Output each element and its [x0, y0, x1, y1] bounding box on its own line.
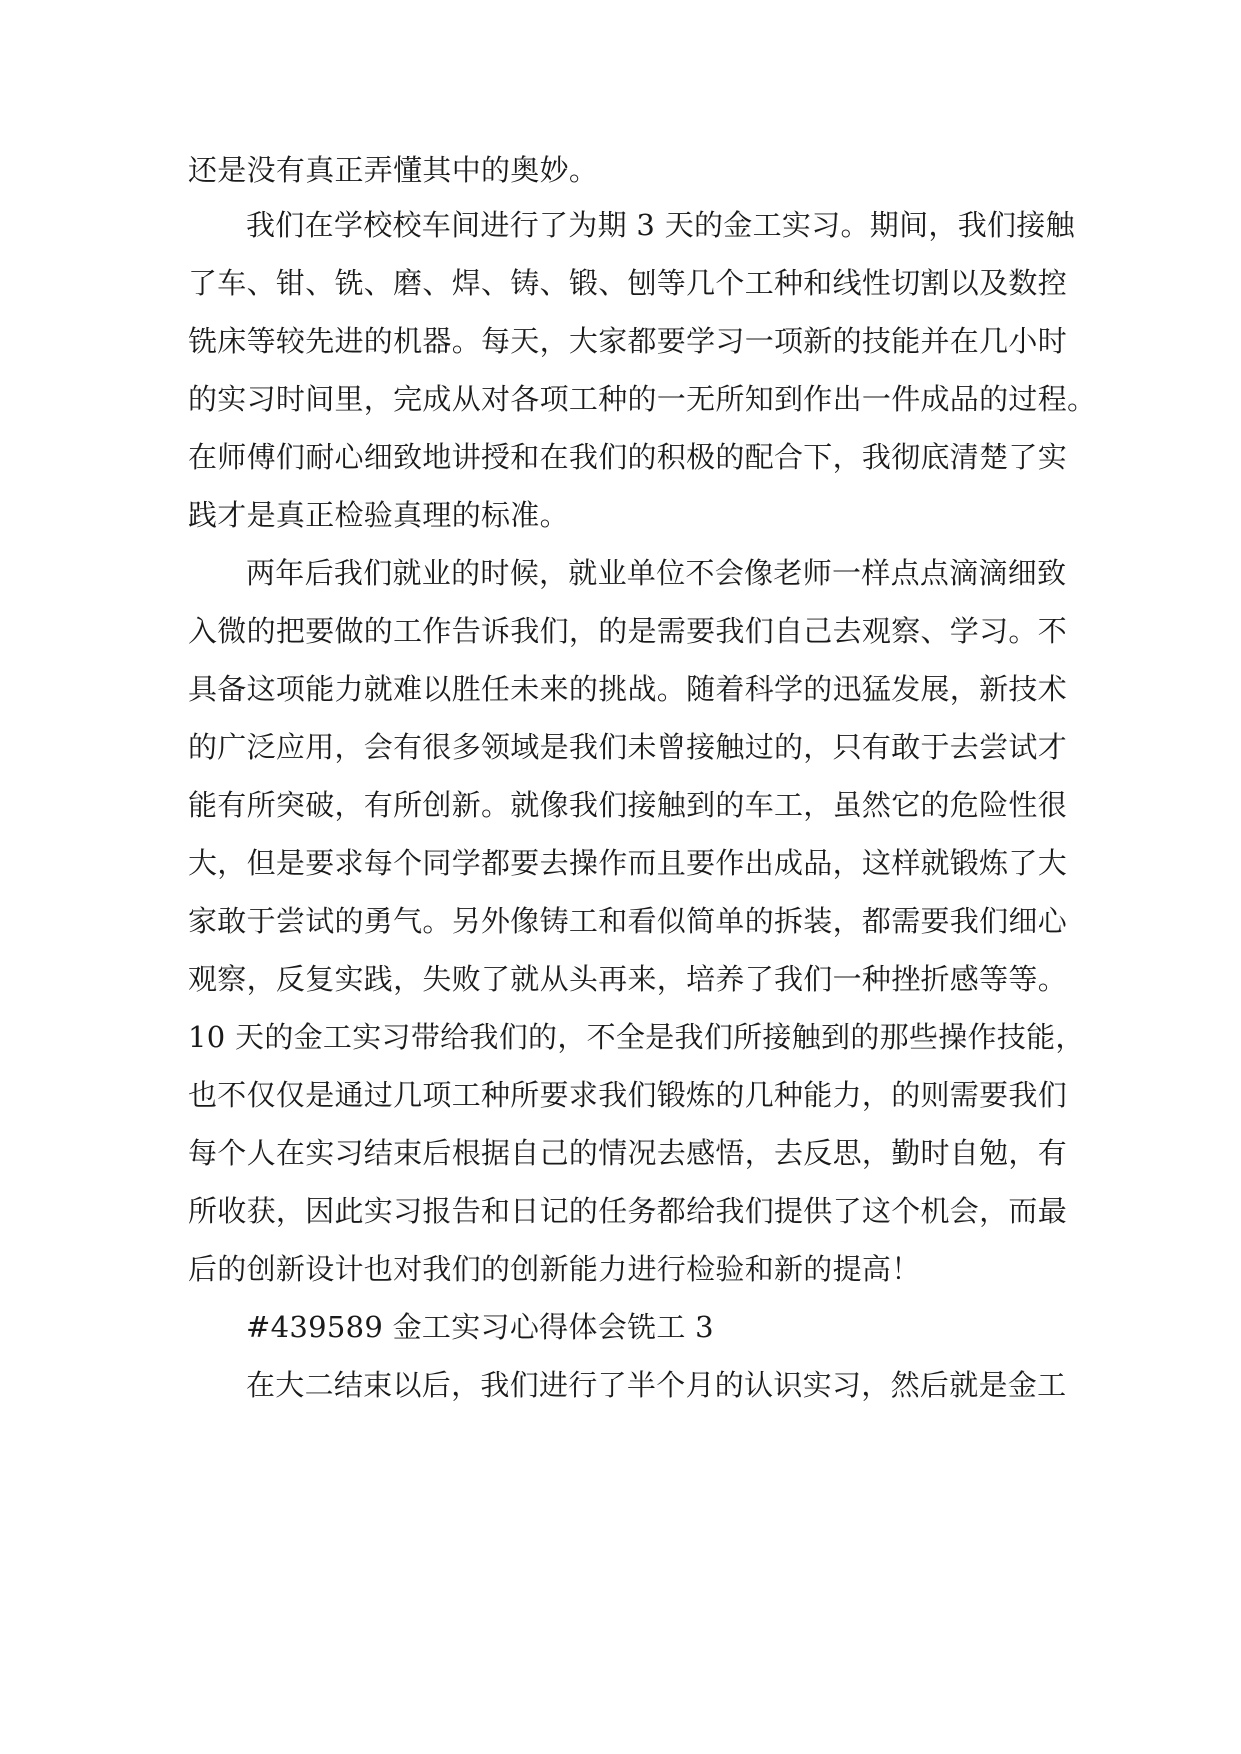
paragraph-line: 践才是真正检验真理的标准。 — [188, 498, 569, 532]
paragraph-line: 铣床等较先进的机器。每天，大家都要学习一项新的技能并在几小时 — [188, 324, 1068, 358]
section-heading: #439589 金工实习心得体会铣工 3 — [246, 1310, 714, 1344]
paragraph-line: 的实习时间里，完成从对各项工种的一无所知到作出一件成品的过程。 — [188, 382, 1097, 416]
paragraph-line: 了车、钳、铣、磨、焊、铸、锻、刨等几个工种和线性切割以及数控 — [188, 266, 1068, 300]
paragraph-line: 在师傅们耐心细致地讲授和在我们的积极的配合下，我彻底清楚了实 — [188, 440, 1068, 474]
paragraph-line: 具备这项能力就难以胜任未来的挑战。随着科学的迅猛发展，新技术 — [188, 672, 1068, 706]
paragraph-line: 还是没有真正弄懂其中的奥妙。 — [188, 153, 599, 187]
paragraph-line: 后的创新设计也对我们的创新能力进行检验和新的提高！ — [188, 1252, 921, 1286]
paragraph-line: 的广泛应用，会有很多领域是我们未曾接触过的，只有敢于去尝试才 — [188, 730, 1068, 764]
paragraph-line: 在大二结束以后，我们进行了半个月的认识实习，然后就是金工 — [246, 1368, 1067, 1402]
paragraph-line: 我们在学校校车间进行了为期 3 天的金工实习。期间，我们接触 — [246, 208, 1075, 242]
paragraph-line: 大，但是要求每个同学都要去操作而且要作出成品，这样就锻炼了大 — [188, 846, 1068, 880]
paragraph-line: 所收获，因此实习报告和日记的任务都给我们提供了这个机会，而最 — [188, 1194, 1068, 1228]
paragraph-line: 入微的把要做的工作告诉我们，的是需要我们自己去观察、学习。不 — [188, 614, 1068, 648]
paragraph-line: 10 天的金工实习带给我们的，不全是我们所接触到的那些操作技能， — [188, 1020, 1085, 1054]
paragraph-line: 家敢于尝试的勇气。另外像铸工和看似简单的拆装，都需要我们细心 — [188, 904, 1068, 938]
paragraph-line: 也不仅仅是通过几项工种所要求我们锻炼的几种能力，的则需要我们 — [188, 1078, 1068, 1112]
paragraph-line: 能有所突破，有所创新。就像我们接触到的车工，虽然它的危险性很 — [188, 788, 1068, 822]
paragraph-line: 每个人在实习结束后根据自己的情况去感悟，去反思，勤时自勉，有 — [188, 1136, 1068, 1170]
paragraph-line: 观察，反复实践，失败了就从头再来，培养了我们一种挫折感等等。 — [188, 962, 1068, 996]
paragraph-line: 两年后我们就业的时候，就业单位不会像老师一样点点滴滴细致 — [246, 556, 1067, 590]
